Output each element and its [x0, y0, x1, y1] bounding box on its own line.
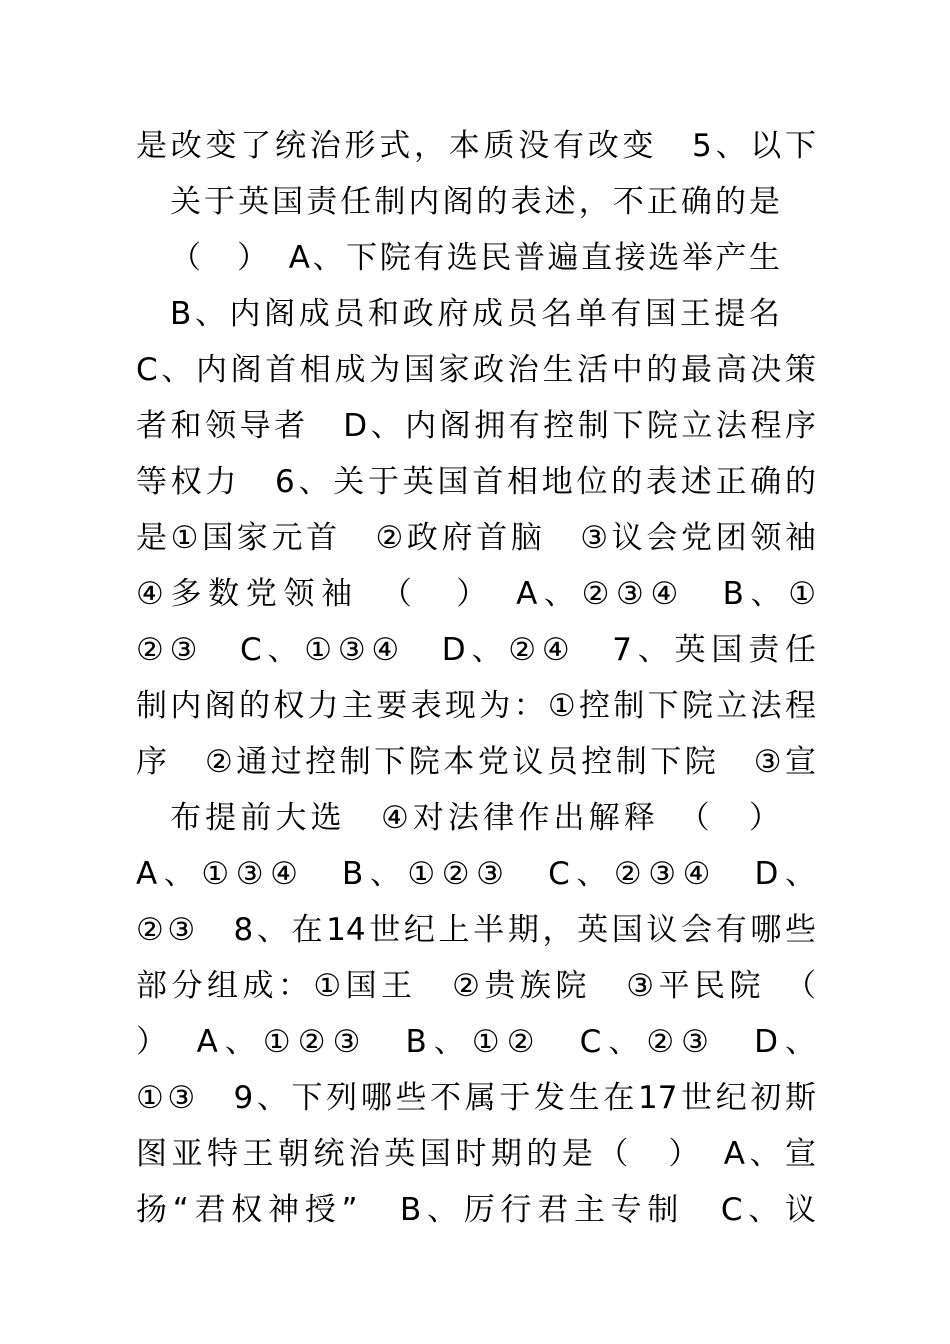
text-line-17: ） A、①②③ B、①② C、②③ D、	[136, 1024, 816, 1060]
text-line-19: 图亚特王朝统治英国时期的是（ ） A、宣	[136, 1136, 816, 1172]
text-line-7: 等权力 6、关于英国首相地位的表述正确的	[136, 464, 816, 500]
text-line-1: 是改变了统治形式，本质没有改变 5、以下	[136, 128, 816, 164]
text-line-13: 布提前大选 ④对法律作出解释 （ ）	[170, 800, 780, 836]
text-line-12: 序 ②通过控制下院本党议员控制下院 ③宣	[136, 744, 816, 780]
text-line-11: 制内阁的权力主要表现为：①控制下院立法程	[136, 688, 816, 724]
text-line-18: ①③ 9、下列哪些不属于发生在17世纪初斯	[136, 1080, 816, 1116]
text-line-2: 关于英国责任制内阁的表述，不正确的是	[170, 184, 780, 220]
text-line-5: C、内阁首相成为国家政治生活中的最高决策	[136, 352, 816, 388]
text-line-14: A、①③④ B、①②③ C、②③④ D、	[136, 856, 816, 892]
text-line-3: （ ） A、下院有选民普遍直接选举产生	[170, 240, 780, 276]
text-line-15: ②③ 8、在14世纪上半期，英国议会有哪些	[136, 912, 816, 948]
text-line-8: 是①国家元首 ②政府首脑 ③议会党团领袖	[136, 520, 816, 556]
text-line-16: 部分组成：①国王 ②贵族院 ③平民院 （	[136, 968, 816, 1004]
text-line-6: 者和领导者 D、内阁拥有控制下院立法程序	[136, 408, 816, 444]
text-line-20: 扬“君权神授” B、厉行君主专制 C、议	[136, 1192, 816, 1228]
text-line-9: ④多数党领袖 （ ） A、②③④ B、①	[136, 576, 816, 612]
text-line-4: B、内阁成员和政府成员名单有国王提名	[170, 296, 780, 332]
text-line-10: ②③ C、①③④ D、②④ 7、英国责任	[136, 632, 816, 668]
